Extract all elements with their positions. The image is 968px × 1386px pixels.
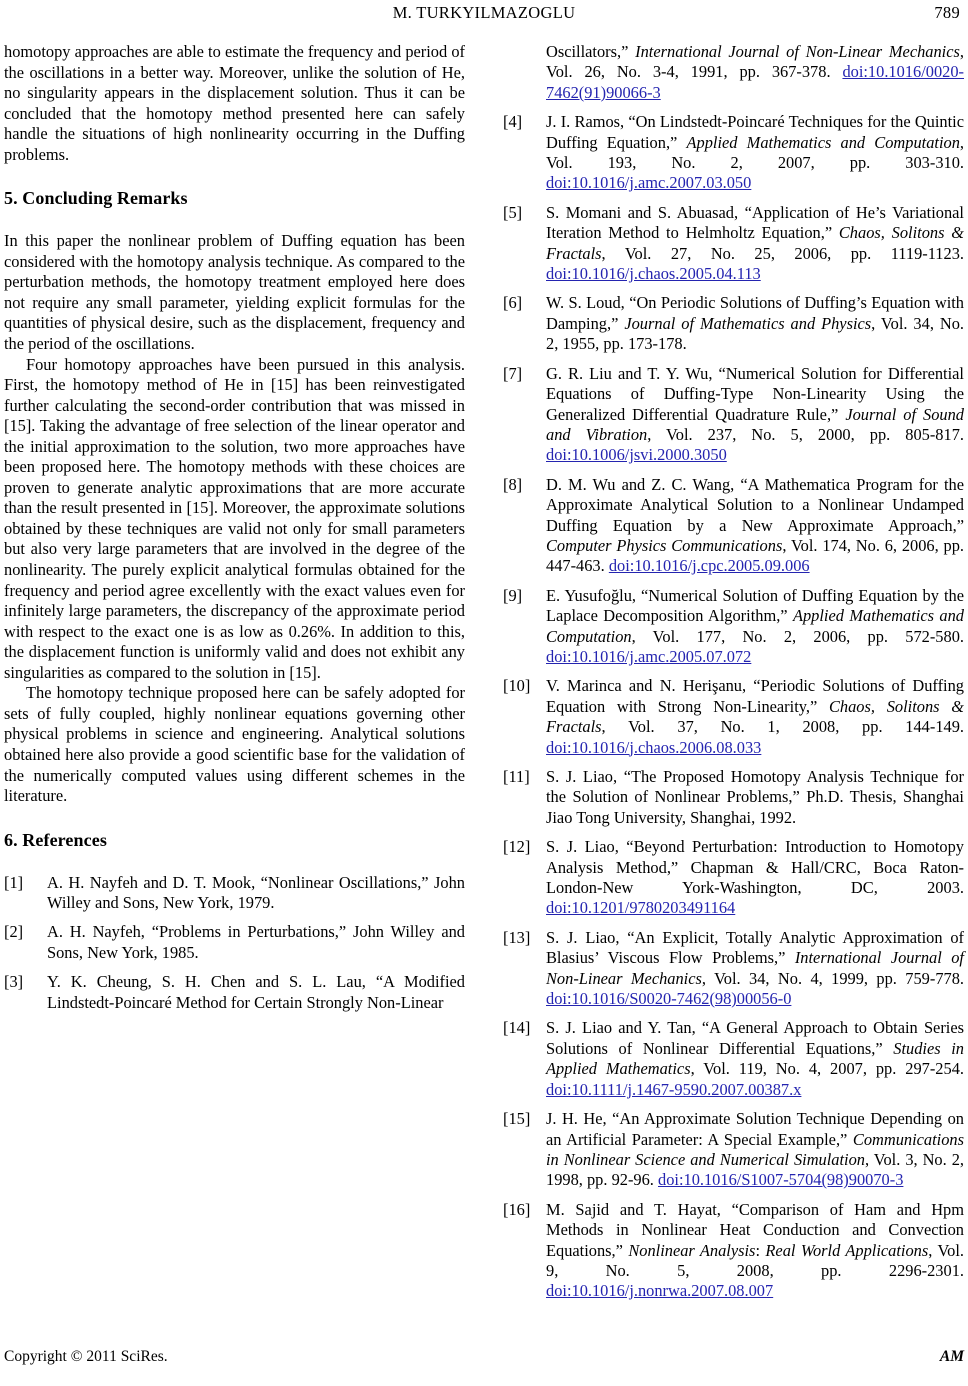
- reference-number: [10]: [503, 676, 531, 696]
- reference-text: M. Sajid and T. Hayat, “Comparison of Ham and Hpm Methods in Nonlinear Heat Conduction and Convection Equations,”: [546, 1199, 964, 1260]
- reference-entry: [503, 203, 964, 285]
- doi-link[interactable]: doi:10.1016/j.amc.2005.07.072: [546, 646, 752, 666]
- reference-journal-title: International Journal of Non-Linear Mechanics: [635, 42, 960, 61]
- reference-journal-title: Communications in Nonlinear Science and Numerical Simulation: [546, 1129, 964, 1169]
- doi-link[interactable]: doi:10.1111/j.1467-9590.2007.00387.x: [546, 1079, 802, 1099]
- reference-text: , Vol. 177, No. 2, 2006, pp. 572-580.: [631, 626, 964, 646]
- reference-journal-title: Computer Physics Communications: [546, 535, 783, 555]
- reference-entry: [503, 42, 964, 103]
- concluding-paragraph-1: In this paper the nonlinear problem of Duffing equation has been considered with the homotopy analysis technique. As compared to the perturbation methods, the homotopy treatment employed here does not require any small parameter, yielding explicit formulas for the quantities of physical desire, such as the displacement, frequency and the period of the oscillations.: [4, 231, 465, 354]
- reference-journal-title: Chaos, Solitons & Fractals: [546, 223, 964, 263]
- reference-text: E. Yusufoğlu, “Numerical Solution of Duffing Equation by the Laplace Decomposition Algorithm,”: [546, 585, 964, 626]
- reference-number: [2]: [4, 922, 24, 942]
- doi-link[interactable]: doi:10.1016/j.cpc.2005.09.006: [608, 556, 810, 576]
- reference-text: , Vol. 174, No. 6, 2006, pp. 447-463.: [546, 535, 965, 576]
- running-head-title: M. TURKYILMAZOGLU: [392, 3, 576, 22]
- reference-text: :: [755, 1240, 766, 1260]
- reference-text: S. J. Liao, “Beyond Perturbation: Introduction to Homotopy Analysis Method,” Chapman & Hall/CRC, Boca Raton-London-New York-Washington, DC, 2003.: [546, 837, 964, 898]
- spacer: [4, 209, 465, 231]
- concluding-paragraph-2: Four homotopy approaches have been pursued in this analysis. First, the homotopy method of He in [15] has been reinvestigated further calculating the second-order contribution that was missed in [15]. Taking the advantage of free selection of the linear operator and the initial approximation to the solution, two more approaches have been proposed here. The homotopy methods with these choices are proven to generate analytic approximations that are more accurate than the result presented in [15]. Moreover, the approximate solutions obtained by these techniques are valid not only for small parameters but also very large parameters that are involved in the degree of the nonlinearity. The purely explicit analytical formulas obtained for the frequency and period agree excellently with the exact values even for infinitely large parameters, the discrepancy of the approximate period with respect to the exact one is as low as 0.26%. In addition to this, the displacement function is uniformly valid and does not exhibit any singularities as compared to the solution in [15].: [4, 354, 465, 682]
- reference-entry: [503, 586, 964, 668]
- doi-link[interactable]: doi:10.1016/0020-7462(91)90066-3: [546, 62, 964, 102]
- doi-link[interactable]: doi:10.1016/j.chaos.2005.04.113: [546, 264, 761, 284]
- reference-journal-title: Journal of Sound and Vibration: [546, 404, 964, 444]
- reference-text: Oscillators,”: [546, 42, 636, 61]
- right-column: [503, 42, 964, 1311]
- reference-text: S. J. Liao, “An Explicit, Totally Analytic Approximation of Blasius’ Viscous Flow Problems,”: [546, 927, 964, 968]
- left-column: [4, 42, 465, 1022]
- reference-text: W. S. Loud, “On Periodic Solutions of Duffing’s Equation with Damping,”: [546, 293, 964, 333]
- journal-abbreviation: AM: [939, 1348, 964, 1365]
- reference-list-left: [4, 873, 465, 1013]
- reference-text: A. H. Nayfeh, “Problems in Perturbations,” John Willey and Sons, New York, 1985.: [47, 922, 465, 962]
- continued-paragraph: homotopy approaches are able to estimate the frequency and period of the oscillations in a better way. Moreover, unlike the solution of He, no singularity appears in the displacement solution. Thus it can be concluded that the homotopy method presented here can safely handle the situations of high nonlinearity occurring in the Duffing problems.: [4, 42, 465, 164]
- reference-text: J. I. Ramos, “On Lindstedt-Poincaré Techniques for the Quintic Duffing Equation,”: [546, 112, 964, 152]
- reference-journal-title: International Journal of Non-Linear Mechanics: [546, 948, 964, 988]
- reference-number: [16]: [503, 1199, 531, 1219]
- concluding-paragraph-3: The homotopy technique proposed here can be safely adopted for sets of fully coupled, highly nonlinear equations governing other physical problems in science and engineering. Analytical solutions obtained here also provide a good scientific base for the validation of the numerically computed values using different schemes in the literature.: [4, 683, 465, 806]
- reference-text: , Vol. 34, No. 2, 1955, pp. 173-178.: [546, 313, 964, 354]
- reference-entry: [503, 676, 964, 758]
- reference-entry: [4, 972, 465, 1013]
- reference-number: [3]: [4, 972, 24, 992]
- spacer: [4, 165, 465, 187]
- reference-number: [1]: [4, 872, 24, 892]
- reference-text: Y. K. Cheung, S. H. Chen and S. L. Lau, “A Modified Lindstedt-Poincaré Method for Certain Strongly Non-Linear: [47, 972, 465, 1012]
- reference-number: [14]: [503, 1018, 531, 1038]
- reference-text: , Vol. 34, No. 4, 1999, pp. 759-778.: [701, 968, 965, 988]
- reference-entry: [503, 1018, 964, 1100]
- reference-entry: [503, 475, 964, 577]
- reference-text: , Vol. 9, No. 5, 2008, pp. 2296-2301.: [546, 1240, 965, 1280]
- reference-number: [9]: [503, 585, 523, 605]
- page-number: 789: [934, 3, 960, 22]
- reference-text: , Vol. 27, No. 25, 2006, pp. 1119-1123.: [601, 243, 964, 263]
- reference-list-right: [503, 42, 964, 1302]
- reference-text: S. Momani and S. Abuasad, “Application of He’s Variational Iteration Method to Helmholtz Equation,”: [546, 202, 964, 243]
- reference-entry: [503, 293, 964, 354]
- reference-journal-title: Chaos, Solitons & Fractals: [546, 696, 964, 737]
- reference-number: [4]: [503, 112, 523, 132]
- reference-text: , Vol. 193, No. 2, 2007, pp. 303-310.: [546, 132, 964, 173]
- reference-number: [7]: [503, 363, 523, 383]
- reference-text: , Vol. 37, No. 1, 2008, pp. 144-149.: [601, 717, 964, 737]
- reference-text: , Vol. 26, No. 3-4, 1991, pp. 367-378.: [546, 42, 964, 82]
- spacer: [4, 851, 465, 873]
- running-head: [0, 0, 968, 26]
- reference-text: D. M. Wu and Z. C. Wang, “A Mathematica Program for the Approximate Analytical Solution to a Nonlinear Undamped Duffing Equation by a New Approximate Approach,”: [546, 474, 964, 535]
- doi-link[interactable]: doi:10.1016/S1007-5704(98)90070-3: [658, 1170, 904, 1190]
- reference-journal-title: Real World Applications: [765, 1240, 929, 1260]
- reference-entry: [503, 1200, 964, 1302]
- doi-link[interactable]: doi:10.1016/S0020-7462(98)00056-0: [546, 989, 792, 1009]
- reference-text: S. J. Liao and Y. Tan, “A General Approach to Obtain Series Solutions of Nonlinear Differential Equations,”: [546, 1018, 964, 1058]
- reference-entry: [503, 112, 964, 194]
- reference-text: G. R. Liu and T. Y. Wu, “Numerical Solution for Differential Equations of Duffing-Type Non-Linearity Using the Generalized Differential Quadrature Rule,”: [546, 363, 964, 424]
- doi-link[interactable]: doi:10.1016/j.nonrwa.2007.08.007: [546, 1281, 774, 1301]
- spacer: [4, 807, 465, 829]
- reference-entry: [503, 1109, 964, 1191]
- copyright-notice: Copyright © 2011 SciRes.: [4, 1348, 168, 1365]
- section-heading-references: 6. References: [4, 829, 107, 850]
- reference-text: V. Marinca and N. Herişanu, “Periodic Solutions of Duffing Equation with Strong Non-Linearity,”: [546, 676, 964, 716]
- reference-journal-title: Studies in Applied Mathematics: [546, 1038, 964, 1079]
- reference-number: [11]: [503, 767, 530, 786]
- reference-text: S. J. Liao, “The Proposed Homotopy Analysis Technique for the Solution of Nonlinear Problems,” Ph.D. Thesis, Shanghai Jiao Tong University, Shanghai, 1992.: [546, 767, 964, 827]
- doi-link[interactable]: doi:10.1016/j.amc.2007.03.050: [546, 173, 752, 193]
- doi-link[interactable]: doi:10.1006/jsvi.2000.3050: [546, 445, 727, 465]
- reference-number: [15]: [503, 1109, 531, 1129]
- reference-journal-title: Nonlinear Analysis: [628, 1240, 756, 1260]
- reference-entry: [503, 837, 964, 919]
- page-body: [0, 42, 968, 1327]
- reference-journal-title: Journal of Mathematics and Physics: [624, 313, 872, 333]
- reference-number: [12]: [503, 837, 531, 857]
- reference-entry: [4, 922, 465, 963]
- reference-text: , Vol. 119, No. 4, 2007, pp. 297-254.: [690, 1059, 964, 1079]
- doi-link[interactable]: doi:10.1201/9780203491164: [546, 898, 736, 918]
- page-footer: [4, 1348, 964, 1372]
- reference-journal-title: Applied Mathematics and Computation: [686, 132, 960, 152]
- reference-entry: [503, 928, 964, 1010]
- doi-link[interactable]: doi:10.1016/j.chaos.2006.08.033: [546, 737, 762, 757]
- reference-entry: [503, 767, 964, 828]
- reference-number: [5]: [503, 202, 523, 222]
- reference-text: , Vol. 3, No. 2, 1998, pp. 92-96.: [546, 1149, 964, 1190]
- reference-text: A. H. Nayfeh and D. T. Mook, “Nonlinear Oscillations,” John Willey and Sons, New York, 1979.: [47, 872, 465, 912]
- reference-number: [13]: [503, 927, 531, 947]
- section-heading-concluding-remarks: 5. Concluding Remarks: [4, 188, 188, 209]
- reference-entry: [4, 873, 465, 914]
- reference-entry: [503, 364, 964, 466]
- reference-journal-title: Applied Mathematics and Computation: [546, 606, 964, 646]
- reference-number: [6]: [503, 293, 523, 313]
- reference-number: [8]: [503, 474, 523, 494]
- reference-text: , Vol. 237, No. 5, 2000, pp. 805-817.: [647, 424, 964, 444]
- reference-text: J. H. He, “An Approximate Solution Technique Depending on an Artificial Parameter: A Special Example,”: [546, 1109, 964, 1149]
